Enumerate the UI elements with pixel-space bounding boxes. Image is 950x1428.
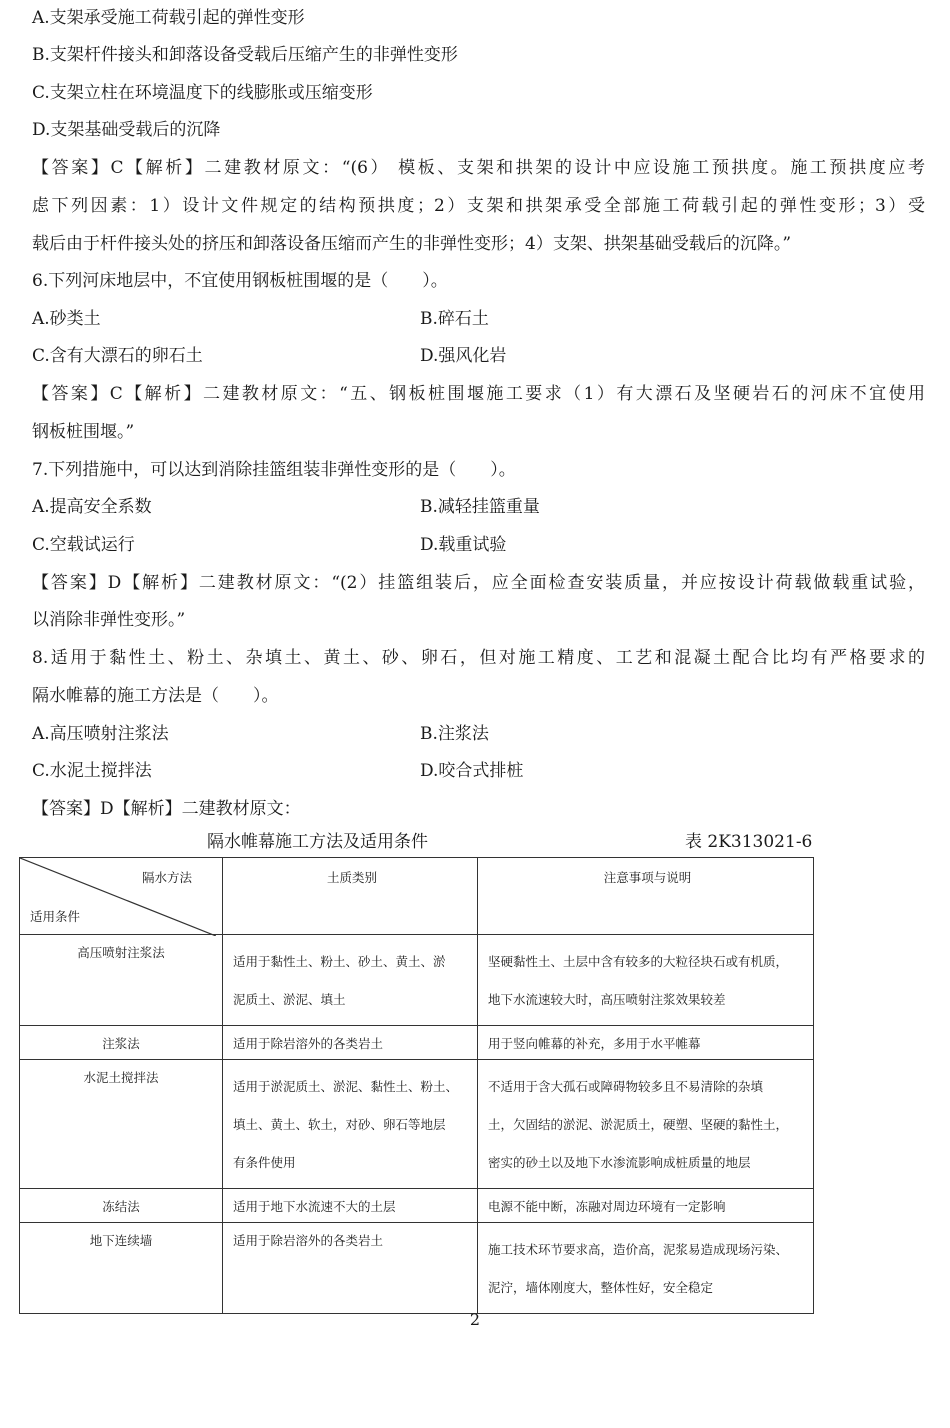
table-title: 隔水帷幕施工方法及适用条件: [207, 832, 428, 852]
notes-line: 密实的砂土以及地下水渗流影响成桩质量的地层: [488, 1155, 751, 1170]
soil-cell: [223, 1026, 478, 1060]
header-soil-type: 土质类别: [223, 858, 478, 935]
table-row: [20, 1060, 814, 1189]
answer-5-line-2: 虑下列因素：1）设计文件规定的结构预拱度；2）支架和拱架承受全部施工荷载引起的弹性变形；3）受: [32, 196, 925, 216]
q7-option-a: A.提高安全系数: [32, 497, 152, 517]
method-cell: 高压喷射注浆法: [20, 935, 223, 1026]
table-row: [20, 935, 814, 1026]
notes-line: 泥泞，墙体刚度大，整体性好，安全稳定: [488, 1280, 714, 1295]
q6-option-a: A.砂类土: [32, 309, 101, 329]
notes-line: 土，欠固结的淤泥、淤泥质土，硬塑、坚硬的黏性土，: [488, 1117, 789, 1132]
answer-5-line-1: 【答案】C【解析】二建教材原文：“(6） 模板、支架和拱架的设计中应设施工预拱度。施工预拱度应考: [32, 158, 925, 178]
method-cell: 地下连续墙: [20, 1223, 223, 1314]
answer-7-line-1: 【答案】D【解析】二建教材原文：“(2）挂篮组装后，应全面检查安装质量，并应按设计荷载做载重试验，: [32, 573, 925, 593]
page-number: 2: [469, 1310, 481, 1329]
water-curtain-table: [19, 857, 814, 1314]
corner-label-method: 隔水方法: [141, 870, 192, 885]
question-8-line-1: 8.适用于黏性土、粉土、杂填土、黄土、砂、卵石，但对施工精度、工艺和混凝土配合比均有严格要求的: [32, 648, 925, 668]
answer-8-line: 【答案】D【解析】二建教材原文：: [32, 799, 301, 819]
notes-cell: [478, 1060, 814, 1189]
soil-cell: [223, 935, 478, 1026]
soil-line: 适用于地下水流速不大的土层: [233, 1199, 396, 1214]
soil-line: 适用于除岩溶外的各类岩土: [233, 1233, 384, 1248]
header-notes: 注意事项与说明: [478, 858, 814, 935]
notes-line: 不适用于含大孤石或障碍物较多且不易清除的杂填: [488, 1079, 764, 1094]
answer-7-line-2: 以消除非弹性变形。”: [32, 610, 186, 630]
q7-option-d: D.载重试验: [420, 535, 507, 555]
q8-option-c: C.水泥土搅拌法: [32, 761, 152, 781]
soil-line: 适用于除岩溶外的各类岩土: [233, 1036, 384, 1051]
soil-line: 填土、黄土、软土，对砂、卵石等地层: [233, 1117, 446, 1132]
q8-option-b: B.注浆法: [420, 724, 489, 744]
table-row: [20, 1223, 814, 1314]
q6-option-c: C.含有大漂石的卵石土: [32, 346, 203, 366]
option-c-line: C.支架立柱在环境温度下的线膨胀或压缩变形: [32, 83, 373, 103]
method-cell: 水泥土搅拌法: [20, 1060, 223, 1189]
soil-line: 泥质土、淤泥、填土: [233, 992, 346, 1007]
soil-cell: [223, 1223, 478, 1314]
notes-line: 施工技术环节要求高，造价高，泥浆易造成现场污染、: [488, 1242, 789, 1257]
table-row: [20, 1026, 814, 1060]
answer-6-line-1: 【答案】C【解析】二建教材原文：“五、钢板桩围堰施工要求（1）有大漂石及坚硬岩石的河床不宜使用: [32, 384, 925, 404]
question-7: 7.下列措施中，可以达到消除挂篮组装非弹性变形的是（ ）。: [32, 460, 516, 480]
corner-label-condition: 适用条件: [30, 909, 81, 924]
answer-5-line-3: 载后由于杆件接头处的挤压和卸落设备压缩而产生的非弹性变形；4）支架、拱架基础受载后的沉降。”: [32, 234, 792, 254]
notes-cell: [478, 935, 814, 1026]
q6-option-d: D.强风化岩: [420, 346, 507, 366]
notes-line: 坚硬黏性土、土层中含有较多的大粒径块石或有机质，: [488, 954, 789, 969]
notes-line: 地下水流速较大时，高压喷射注浆效果较差: [488, 992, 726, 1007]
notes-cell: [478, 1026, 814, 1060]
notes-line: 电源不能中断，冻融对周边环境有一定影响: [488, 1199, 726, 1214]
table-header-row: [20, 858, 814, 935]
q7-option-b: B.减轻挂篮重量: [420, 497, 540, 517]
q7-option-c: C.空载试运行: [32, 535, 135, 555]
table-number: 表 2K313021-6: [685, 832, 813, 852]
soil-cell: [223, 1060, 478, 1189]
table-row: [20, 1189, 814, 1223]
notes-cell: [478, 1189, 814, 1223]
option-d-line: D.支架基础受载后的沉降: [32, 120, 221, 140]
q8-option-a: A.高压喷射注浆法: [32, 724, 169, 744]
answer-6-line-2: 钢板桩围堰。”: [32, 422, 135, 442]
question-8-line-2: 隔水帷幕的施工方法是（ ）。: [32, 686, 279, 706]
method-cell: 注浆法: [20, 1026, 223, 1060]
notes-cell: [478, 1223, 814, 1314]
q6-option-b: B.碎石土: [420, 309, 489, 329]
soil-cell: [223, 1189, 478, 1223]
method-cell: 冻结法: [20, 1189, 223, 1223]
option-b-line: B.支架杆件接头和卸落设备受载后压缩产生的非弹性变形: [32, 45, 458, 65]
soil-line: 适用于黏性土、粉土、砂土、黄土、淤: [233, 954, 446, 969]
soil-line: 适用于淤泥质土、淤泥、黏性土、粉土、: [233, 1079, 459, 1094]
soil-line: 有条件使用: [233, 1155, 296, 1170]
question-6: 6.下列河床地层中，不宜使用钢板桩围堰的是（ ）。: [32, 271, 448, 291]
notes-line: 用于竖向帷幕的补充，多用于水平帷幕: [488, 1036, 701, 1051]
option-a-line: A.支架承受施工荷载引起的弹性变形: [32, 8, 305, 28]
diagonal-header-cell: [20, 858, 223, 935]
q8-option-d: D.咬合式排桩: [420, 761, 524, 781]
